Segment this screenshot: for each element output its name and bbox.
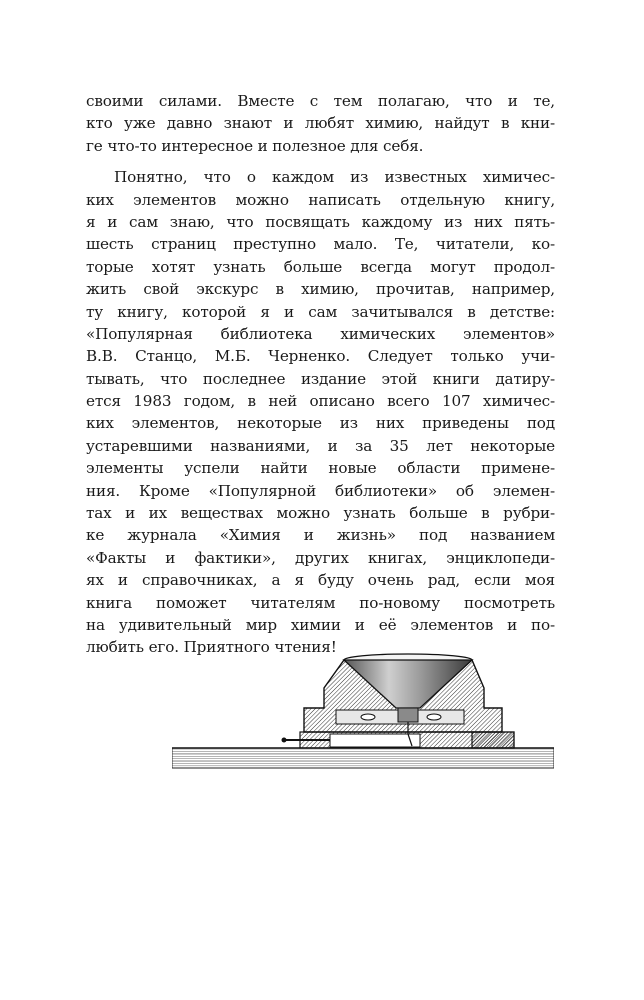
text-line: кто уже давно знают и любят химию, найдут в кни- <box>86 114 555 133</box>
text-line: ге что-то интересное и полезное для себя. <box>86 136 424 155</box>
lower-platform <box>300 732 514 748</box>
body-text <box>86 90 555 659</box>
text-line: тывать, что последнее издание этой книги датиру- <box>86 369 555 388</box>
text-line: книга поможет читателям по-новому посмотреть <box>86 593 555 612</box>
text-line: торые хотят узнать больше всегда могут продол- <box>86 257 555 276</box>
text-line: жить свой экскурс в химию, прочитав, например, <box>86 280 555 299</box>
text-line: ется 1983 годом, в ней описано всего 107 химичес- <box>86 392 555 411</box>
text-line: Понятно, что о каждом из известных химичес- <box>114 168 555 187</box>
text-line: своими силами. Вместе с тем полагаю, что и те, <box>86 92 555 110</box>
text-line: устаревшими названиями, и за 35 лет некоторые <box>86 436 555 455</box>
text-line: «Популярная библиотека химических элементов» <box>86 324 555 343</box>
text-line: ке журнала «Химия и жизнь» под названием <box>86 526 555 545</box>
text-line: на удивительный мир химии и её элементов и по- <box>86 615 555 634</box>
paragraph-1 <box>86 90 555 157</box>
text-line: элементы успели найти новые области примене- <box>86 459 555 478</box>
apparatus-illustration <box>172 648 554 772</box>
paragraph-2 <box>86 166 555 659</box>
text-line: ту книгу, которой я и сам зачитывался в детстве: <box>86 302 555 321</box>
text-line: В.В. Станцо, М.Б. Черненко. Следует только учи- <box>86 347 555 366</box>
text-line: ких элементов можно написать отдельную книгу, <box>86 190 555 209</box>
base-plank <box>172 748 554 768</box>
text-line: шесть страниц преступно мало. Те, читатели, ко- <box>86 235 555 254</box>
text-line: любить его. Приятного чтения! <box>86 638 337 657</box>
text-line: тах и их веществах можно узнать больше в рубри- <box>86 504 555 523</box>
text-line: ких элементов, некоторые из них приведены под <box>86 414 555 433</box>
text-line: «Факты и фактики», других книгах, энциклопеди- <box>86 548 555 567</box>
text-line: я и сам знаю, что посвящать каждому из них пять- <box>86 212 555 231</box>
text-line: ях и справочниках, а я буду очень рад, если моя <box>86 571 555 590</box>
text-line: ния. Кроме «Популярной библиотеки» об элемен- <box>86 481 555 500</box>
